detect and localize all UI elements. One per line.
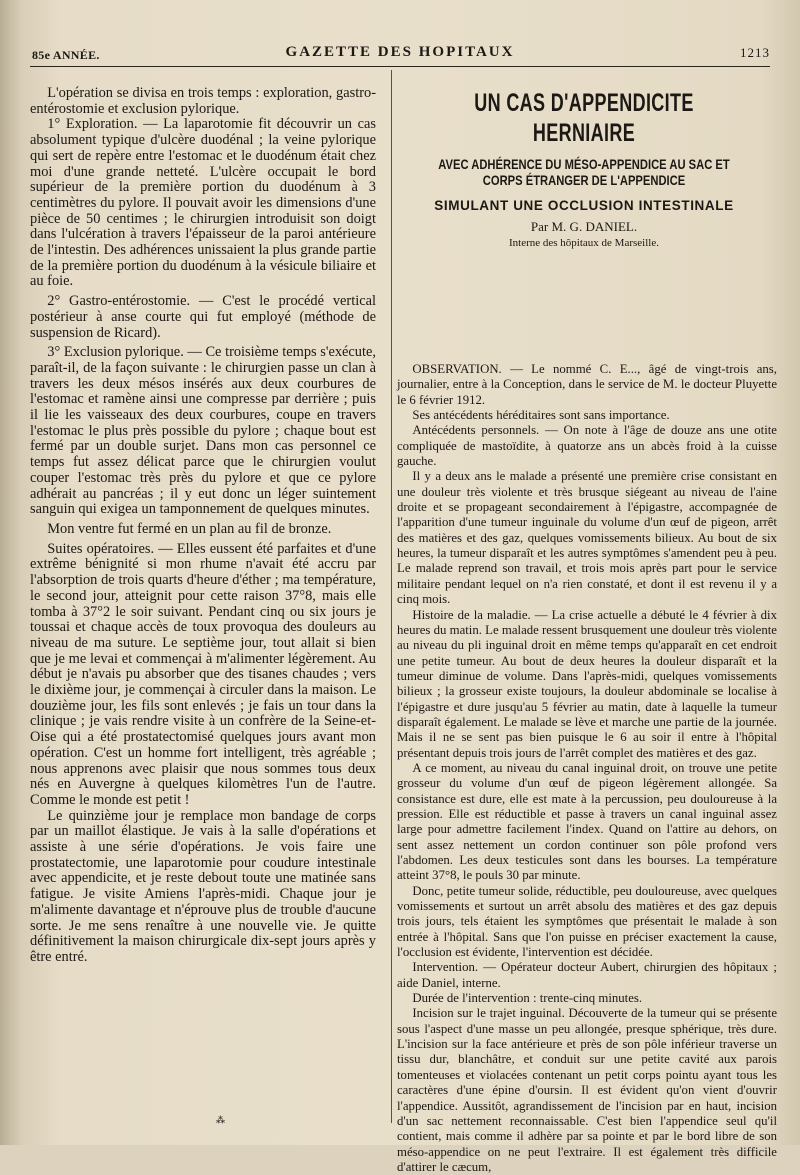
paragraph: Histoire de la maladie. — La crise actuelle a débuté le 4 février à dix heures du matin. Le malade ressent brusquement une douleur très violente au niveau du pli inguinal droit en même temps qu'apparaît en cet endroit une petite tumeur. Au bout de deux heures la douleur disparaît et la tumeur diminue de volume. Dans l'après-midi, quelques vomissements bilieux ; la grosseur existe toujours, la douleur abdominale se localise à l'épigastre et dure jusqu'au 5 février au matin, date à laquelle la tumeur disparaît également. Le malade se lève et marche une partie de la journée. Mais il ne se sent pas bien puisque le 6 au soir il entre à l'hôpital présentant depuis trois jours de l'arrêt complet des matières et des gaz. [397,607,777,760]
paragraph: OBSERVATION. — Le nommé C. E..., âgé de vingt-trois ans, journalier, entre à la Conception, dans le service de M. le docteur Pluyette le 6 février 1912. [397,362,777,407]
article-heading [397,88,771,249]
paragraph: Le quinzième jour je remplace mon bandage de corps par un maillot élastique. Je vais à la salle d'opérations et assiste à une série d'opérations. Je vois faire une prostatectomie, une laparotomie pour coudure intestinale avec appendicite, et je reste debout toute une matinée sans fatigue. Je visite Amiens l'après-midi. Chaque jour je m'alimente davantage et n'éprouve plus de trouble d'aucune sorte. Je me sens renaître à une nouvelle vie. Je quitte définitivement la maison chirurgicale dix-sept jours après y être entré. [30,807,376,965]
paragraph: 3° Exclusion pylorique. — Ce troisième temps s'exécute, paraît-il, de la façon suivante : le chirurgien passe un clan à travers les deux mésos insérés aux deux courbures de l'estomac et ramène ainsi une compresse par derrière ; puis il lie les vaisseaux des deux courbures, coupe en travers l'estomac le plus près possible du pylore ; chaque bout est fermé par un double surjet. Dans mon cas personnel ce temps fut assez délicat parce que le chirurgien voulut couper l'estomac très près du pylore et que ce pylore adhérait au pancréas ; il y eut donc un léger suintement sanguin qui exigea un tamponnement de quelques minutes. [30,344,376,518]
paragraph: L'opération se divisa en trois temps : exploration, gastro-entérostomie et exclusion pylorique. [30,85,376,117]
article-title: UN CAS D'APPENDICITE HERNIAIRE [474,89,694,147]
header-rule [30,66,770,67]
paragraph: Donc, petite tumeur solide, réductible, peu douloureuse, avec quelques vomissements et surtout un arrêt absolu des matières et des gaz depuis trois jours, tels étaient les symptômes que présentait le malade à son entrée à l'hôpital. Sans que l'on puisse en préciser exactement la cause, l'occlusion est évidente, l'intervention est décidée. [397,883,777,960]
article-subtitle-2: SIMULANT UNE OCCLUSION INTESTINALE [434,198,734,213]
page-header [30,44,770,64]
paragraph: 1° Exploration. — La laparotomie fit découvrir un cas absolument typique d'ulcère duodénal ; la veine pylorique qui sert de repère entre l'estomac et le duodénum était chez moi d'une grande netteté. L'ulcère occupait le bord supérieur de la première portion du duodénum à 3 centimètres du pylore. Il pouvait avoir les dimensions d'une pièce de 50 centimes ; le chirurgien introduisit son doigt dans l'ulcération à travers l'épaisseur de la paroi antérieure de l'intestin. Des adhérences unissaient la plus grande partie de la première portion du duodénum à la vésicule biliaire et au foie. [30,116,376,290]
paragraph: Ses antécédents héréditaires sont sans importance. [412,408,670,423]
paragraph: Incision sur le trajet inguinal. Découverte de la tumeur qui se présente sous l'aspect d'une masse un peu allongée, presque sphérique, très dure. L'incision sur la face antérieure et près de son pôle inférieur traverse un tissu dur, blanchâtre, et conduit sur une petite cavité aux parois tomenteuses et violacées contenant un petit corps pointu ayant tous les caractères d'une épine d'oursin. Il est évident qu'on vient d'ouvrir l'appendice. Aussitôt, agrandissement de l'incision par en haut, incision d'un sac nettement reconnaissable. C'est bien l'appendice seul qu'il contient, mais comme il adhère par sa pointe et par le bord libre de son méso-appendice on ne peut l'extraire. Il est également très difficile d'attirer le cæcum, [397,1006,777,1174]
paragraph: Mon ventre fut fermé en un plan au fil de bronze. [47,520,332,537]
journal-title: GAZETTE DES HOPITAUX [285,44,515,60]
paragraph: Suites opératoires. — Elles eussent été parfaites et d'une extrême bénignité si mon rhume n'avait été accru par l'absorption de trois quarts d'heure d'éther ; ma température, le second jour, atteignit pour cette raison 37°8, mais elle tomba à 37°2 le soir suivant. Pendant cinq ou six jours je toussai et chaque accès de toux provoqua des douleurs au niveau de ma suture. Le septième jour, tout allait si bien que je me levai et commençai à m'alimenter légèrement. Au début je n'avais pu absorber que des tisanes chaudes ; vers le dixième jour, je commençai à circuler dans la maison. Le douzième jour, les fils sont enlevés ; je fais un tour dans la clinique ; je vais rendre visite à un confrère de la Seine-et-Oise qui a été prostatectomisé quelques jours avant mon opération. C'est un homme fort intelligent, très agréable ; nous apprenons avec plaisir que nous sommes tous deux nés en Auvergne à quelques kilomètres l'un de l'autre. Comme le monde est petit ! [30,540,376,808]
year-label: 85e ANNÉE. [32,48,100,62]
right-column [391,362,777,1175]
paragraph: A ce moment, au niveau du canal inguinal droit, on trouve une petite grosseur du volume d'un œuf de pigeon légèrement allongée. Sa consistance est dure, elle est mate à la percussion, peu douloureuse à la pression. Elle est réductible et passe à travers un canal inguinal assez large pour admettre facilement l'index. Quand on l'attire au dehors, on sent assez nettement un cordon continuer son pôle profond vers l'abdomen. Les deux testicules sont dans les bourses. La température atteint 37°8, le pouls 30 par minute. [397,760,777,883]
paragraph: Durée de l'intervention : trente-cinq minutes. [412,991,643,1006]
paragraph: Il y a deux ans le malade a présenté une première crise consistant en une douleur très violente et très brusque siégeant au niveau de l'aine droite et se propageant secondairement à l'épigastre, accompagnée de l'apparition d'une tumeur inguinale du volume d'un œuf de pigeon, arrêt des matières et des gaz, quelques vomissements bilieux. Au bout de six heures, la tumeur disparaît et les autres symptômes s'amendent peu à peu. Le malade reprend son travail, et trois mois après part pour le service militaire pendant lequel on n'a rien constaté, et dont il est revenu il y a cinq mois. [397,469,777,607]
paragraph: Antécédents personnels. — On note à l'âge de douze ans une otite compliquée de mastoïdite, à quatorze ans un abcès froid à la cuisse gauche. [397,423,777,469]
page-number: 1213 [740,45,770,60]
article-author: Par M. G. DANIEL. [530,219,638,234]
article-subtitle: AVEC ADHÉRENCE DU MÉSO-APPENDICE AU SAC ET CORPS ÉTRANGER DE L'APPENDICE [438,156,730,188]
paragraph: 2° Gastro-entérostomie. — C'est le procédé vertical postérieur à anse courte qui fut employé (méthode de suspension de Ricard). [30,293,376,341]
end-ornament: ⁂ [216,1115,224,1125]
paragraph: Intervention. — Opérateur docteur Aubert, chirurgien des hôpitaux ; aide Daniel, interne. [397,960,777,990]
left-column [30,86,376,966]
author-affiliation: Interne des hôpitaux de Marseille. [509,237,659,249]
